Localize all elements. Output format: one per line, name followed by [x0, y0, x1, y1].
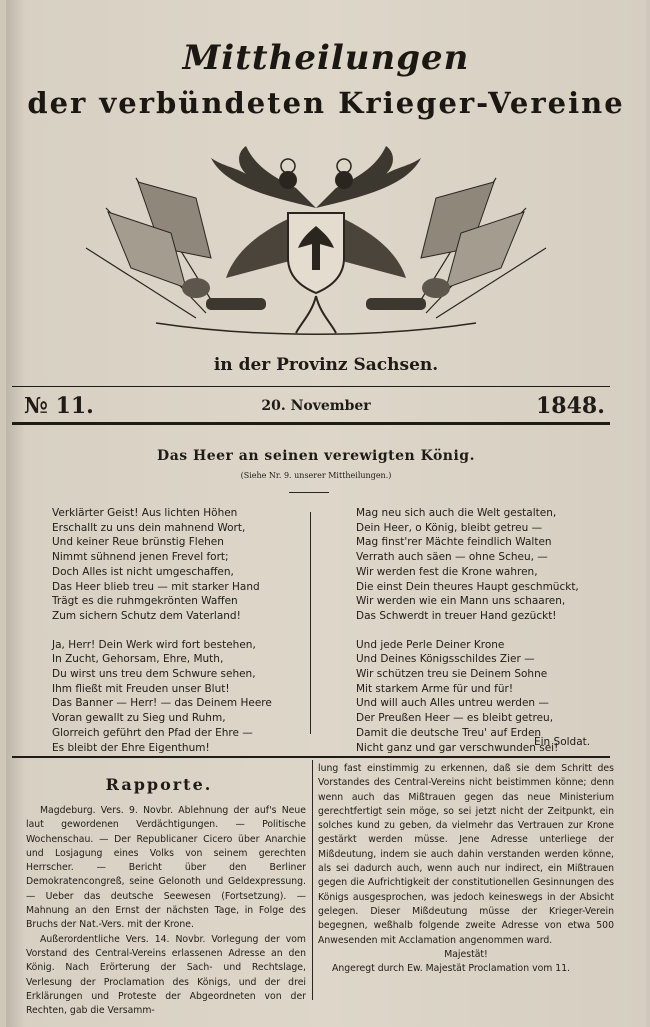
eagle-coat-of-arms-emblem: [76, 138, 556, 343]
poem-line: Und Deines Königsschildes Zier —: [356, 653, 535, 666]
poem-line: In Zucht, Gehorsam, Ehre, Muth,: [52, 653, 224, 666]
poem-line: Voran gewallt zu Sieg und Ruhm,: [52, 712, 226, 725]
poem-right-column: [356, 506, 579, 755]
poem-line: Mag neu sich auch die Welt gestalten,: [356, 507, 557, 519]
article-paragraph: Magdeburg. Vers. 9. Novbr. Ablehnung der auf's Neue laut gewordenen Verdächtigungen. — Politische Wochenschau. — Der Republicaner Cicero über Anarchie und Losjagung eines Volks von seinem gerechten Herrscher. — Bericht über den Berliner Demokratencongreß, seine Gelonoth und Geldexpressung. — Ueber das deutsche Seewesen (Fortsetzung). — Mahnung an den Ernst der nächsten Tage, in Folge des Bruchs der Nat.-Vers. mit der Krone.: [26, 805, 306, 931]
poem-line: Und will auch Alles untreu werden —: [356, 697, 549, 710]
poem-stanza: [52, 638, 272, 756]
poem-line: Wir werden wie ein Mann uns schaaren,: [356, 595, 566, 608]
section-rule: [12, 756, 610, 758]
poem-line: Die einst Dein theures Haupt geschmückt,: [356, 580, 579, 593]
poem-stanza: [356, 506, 579, 624]
poem-line: Dein Heer, o König, bleibt getreu —: [356, 521, 543, 534]
poem-line: Und jede Perle Deiner Krone: [356, 638, 505, 651]
article-paragraph: Außerordentliche Vers. 14. Novbr. Vorlegung der vom Vorstand des Central-Vereins erlassenen Adresse an den König. Nach Erörterung der Sach- und Rechtslage, Verlesung der Proclamation des Königs, und der drei Erklärungen und Proteste der Abgeordneten von der Rechten, gab die Versamm-: [26, 933, 306, 1017]
poem-line: Damit die deutsche Treu' auf Erden: [356, 726, 542, 739]
poem-line: Ja, Herr! Dein Werk wird fort bestehen,: [52, 638, 256, 651]
rapporte-heading: Rapporte.: [105, 775, 213, 794]
poem-stanza: [52, 506, 272, 624]
poem-divider: [289, 492, 329, 493]
issue-year: 1848.: [536, 393, 605, 419]
top-rule: [12, 386, 610, 387]
newspaper-page: [6, 0, 646, 1027]
issue-number: № 11.: [24, 393, 94, 419]
poem-line: Ihm fließt mit Freuden unser Blut!: [52, 682, 230, 695]
article-paragraph: Angeregt durch Ew. Majestät Proclamation vom 11.: [332, 963, 571, 975]
issue-date: 20. November: [261, 398, 371, 414]
poem-line: Glorreich geführt den Pfad der Ehre —: [52, 726, 253, 739]
poem-line: Das Banner — Herr! — das Deinem Heere: [52, 697, 272, 710]
poem-line: Trägt es die ruhmgekrönten Waffen: [52, 595, 238, 608]
poem-signature: Ein Soldat.: [534, 736, 591, 748]
poem-line: Der Preußen Heer — es bleibt getreu,: [356, 712, 554, 725]
rapporte-left-column: [26, 804, 306, 1018]
poem-line: Wir werden fest die Krone wahren,: [356, 565, 538, 578]
poem-title: Das Heer an seinen verewigten König.: [157, 448, 475, 464]
poem-line: Mag finst'rer Mächte feindlich Walten: [356, 536, 552, 549]
poem-line: Wir schützen treu sie Deinem Sohne: [356, 668, 548, 681]
poem-line: Erschallt zu uns dein mahnend Wort,: [52, 521, 246, 534]
province-line: in der Provinz Sachsen.: [213, 355, 439, 375]
article-paragraph: lung fast einstimmig zu erkennen, daß sie dem Schritt des Vorstandes des Central-Vereins nicht beistimmen könne; denn wenn auch das Mißtrauen gegen das neue Ministerium gerechtfertigt sein möge, so sei jetzt nicht der Zeitpunkt, ein solches kund zu geben, da vielmehr das Vertrauen zur Krone gestärkt werden müsse. Jene Adresse unterliege der Mißdeutung, indem sie auch dahin verstanden werden könne, als sei dadurch auch, wenn auch nur indirect, ein Mißtrauen gegen die Aufrichtigkeit der constitutionellen Gesinnungen des Königs ausgesprochen, was jedoch keineswegs in der Absicht gelegen. Dieser Mißdeutung müsse der Krieger-Verein begegnen, weßhalb folgende zweite Adresse von etwa 500 Anwesenden mit Acclamation angenommen ward.: [318, 763, 614, 946]
poem-line: Verklärter Geist! Aus lichten Höhen: [52, 507, 238, 519]
poem-column-divider: [310, 512, 311, 734]
masthead-subtitle-line: der verbündeten Krieger-Vereine: [27, 86, 625, 120]
poem-line: Und keiner Reue brünstig Flehen: [52, 536, 224, 549]
poem-line: Es bleibt der Ehre Eigenthum!: [52, 741, 210, 754]
issue-rule: [12, 422, 610, 425]
poem-line: Nicht ganz und gar verschwunden sei!: [356, 741, 559, 754]
poem-line: Verrath auch säen — ohne Scheu, —: [356, 551, 548, 564]
poem-line: Mit starkem Arme für und für!: [356, 682, 514, 695]
poem-line: Das Heer blieb treu — mit starker Hand: [52, 580, 260, 593]
poem-line: Das Schwerdt in treuer Hand gezückt!: [356, 609, 557, 622]
poem-line: Doch Alles ist nicht umgeschaffen,: [52, 565, 234, 578]
poem-line: Du wirst uns treu dem Schwure sehen,: [52, 668, 256, 681]
poem-line: Nimmt sühnend jenen Frevel fort;: [52, 551, 229, 564]
article-column-divider: [312, 760, 313, 1000]
poem-line: Zum sichern Schutz dem Vaterland!: [52, 609, 241, 622]
masthead-title: Mittheilungen: [182, 38, 470, 78]
rapporte-right-column: [318, 762, 614, 976]
article-salutation: Majestät!: [444, 948, 488, 960]
poem-left-column: [52, 506, 272, 755]
poem-note: (Siehe Nr. 9. unserer Mittheilungen.): [240, 471, 392, 480]
